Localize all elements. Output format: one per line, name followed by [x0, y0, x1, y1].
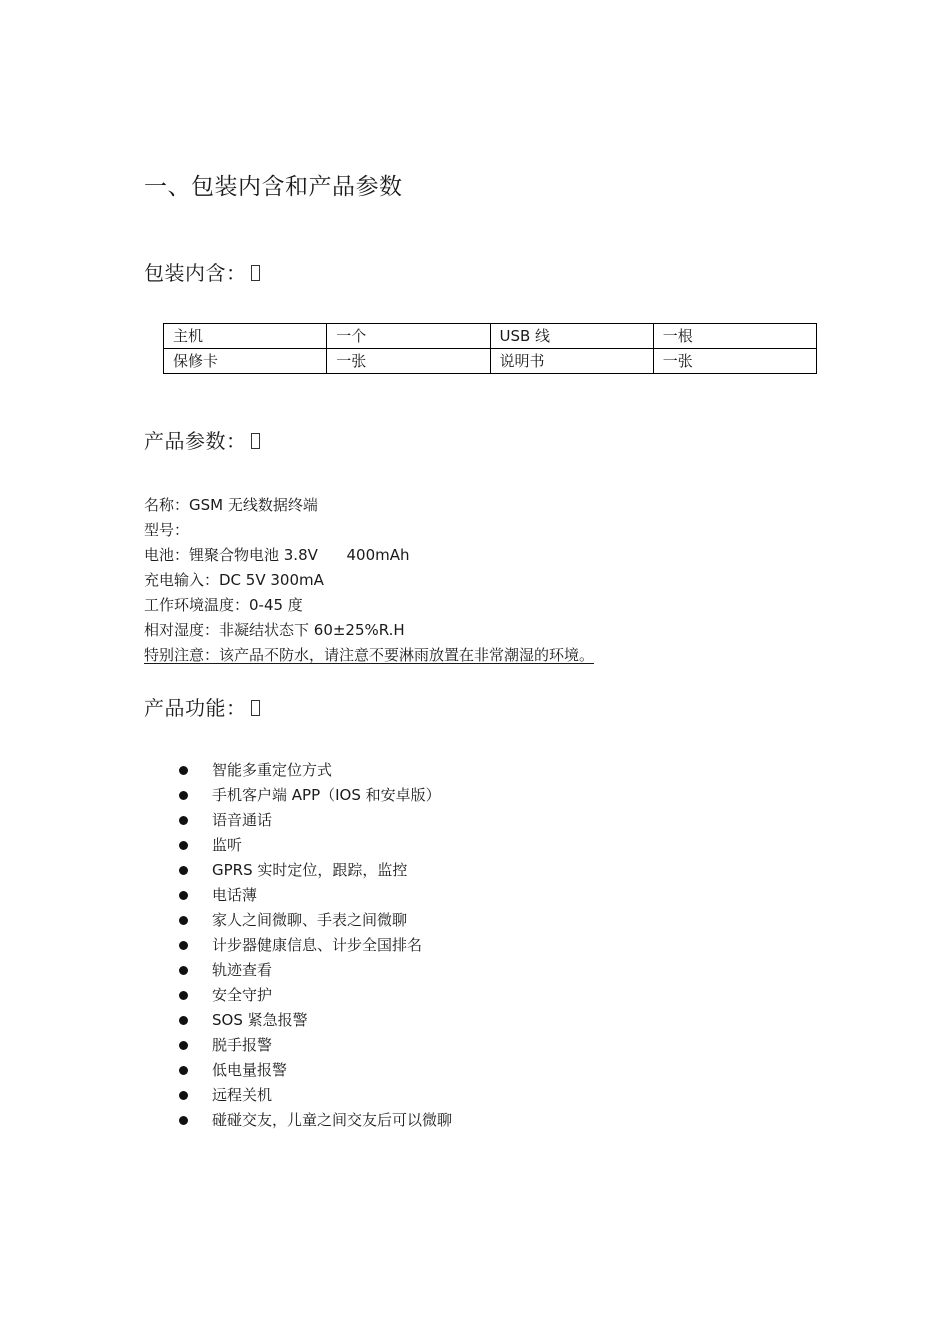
list-item [178, 758, 452, 783]
features-list [178, 758, 452, 1133]
section-title: 一、包装内含和产品参数 [144, 174, 403, 200]
list-item [178, 808, 452, 833]
feature-text: SOS 紧急报警 [212, 1011, 308, 1029]
table-row [164, 324, 817, 349]
list-item [178, 908, 452, 933]
params-list [144, 493, 594, 668]
param-line: 工作环境温度：0-45 度 [144, 596, 303, 614]
features-heading [144, 693, 260, 723]
list-item [178, 1083, 452, 1108]
bullet-icon [179, 1116, 188, 1125]
bullet-icon [179, 1066, 188, 1075]
list-item [178, 1033, 452, 1058]
list-item [178, 933, 452, 958]
param-line: 型号： [144, 521, 190, 539]
list-item [178, 983, 452, 1008]
bullet-icon [179, 766, 188, 775]
feature-text: GPRS 实时定位，跟踪，监控 [212, 861, 408, 879]
bullet-icon [179, 866, 188, 875]
package-table [163, 323, 817, 374]
list-item [178, 858, 452, 883]
warning-notice: 特别注意：该产品不防水，请注意不要淋雨放置在非常潮湿的环境。 [144, 646, 595, 664]
bullet-icon [179, 1091, 188, 1100]
feature-text: 智能多重定位方式 [212, 761, 333, 779]
list-item [178, 1058, 452, 1083]
feature-text: 碰碰交友，儿童之间交友后可以微聊 [212, 1111, 453, 1129]
list-item [178, 1008, 452, 1033]
list-item [178, 1108, 452, 1133]
bullet-icon [179, 941, 188, 950]
list-item [178, 958, 452, 983]
feature-text: 电话薄 [212, 886, 258, 904]
feature-text: 脱手报警 [212, 1036, 273, 1054]
missing-glyph-icon [251, 265, 260, 281]
bullet-icon [179, 916, 188, 925]
bullet-icon [179, 791, 188, 800]
table-cell: 一根 [653, 324, 816, 349]
bullet-icon [179, 966, 188, 975]
param-line: 充电输入：DC 5V 300mA [144, 571, 324, 589]
feature-text: 安全守护 [212, 986, 273, 1004]
table-row [164, 349, 817, 374]
bullet-icon [179, 1016, 188, 1025]
bullet-icon [179, 816, 188, 825]
missing-glyph-icon [251, 700, 260, 716]
param-line: 名称：GSM 无线数据终端 [144, 496, 318, 514]
feature-text: 语音通话 [212, 811, 273, 829]
list-item [178, 783, 452, 808]
list-item [178, 833, 452, 858]
feature-text: 监听 [212, 836, 243, 854]
table-cell: USB 线 [490, 324, 653, 349]
table-cell: 保修卡 [164, 349, 327, 374]
feature-text: 计步器健康信息、计步全国排名 [212, 936, 423, 954]
features-heading-text: 产品功能： [144, 696, 247, 720]
param-line: 相对湿度：非凝结状态下 60±25%R.H [144, 621, 405, 639]
bullet-icon [179, 891, 188, 900]
bullet-icon [179, 991, 188, 1000]
table-cell: 一张 [653, 349, 816, 374]
list-item [178, 883, 452, 908]
package-heading [144, 258, 260, 288]
feature-text: 低电量报警 [212, 1061, 288, 1079]
param-line: 电池：锂聚合物电池 3.8V 400mAh [144, 546, 410, 564]
params-heading [144, 426, 260, 456]
bullet-icon [179, 1041, 188, 1050]
feature-text: 手机客户端 APP（IOS 和安卓版） [212, 786, 441, 804]
feature-text: 轨迹查看 [212, 961, 273, 979]
bullet-icon [179, 841, 188, 850]
feature-text: 家人之间微聊、手表之间微聊 [212, 911, 408, 929]
table-cell: 主机 [164, 324, 327, 349]
table-cell: 说明书 [490, 349, 653, 374]
table-cell: 一个 [327, 324, 490, 349]
params-heading-text: 产品参数： [144, 429, 247, 453]
table-cell: 一张 [327, 349, 490, 374]
feature-text: 远程关机 [212, 1086, 273, 1104]
package-heading-text: 包装内含： [144, 261, 247, 285]
missing-glyph-icon [251, 433, 260, 449]
